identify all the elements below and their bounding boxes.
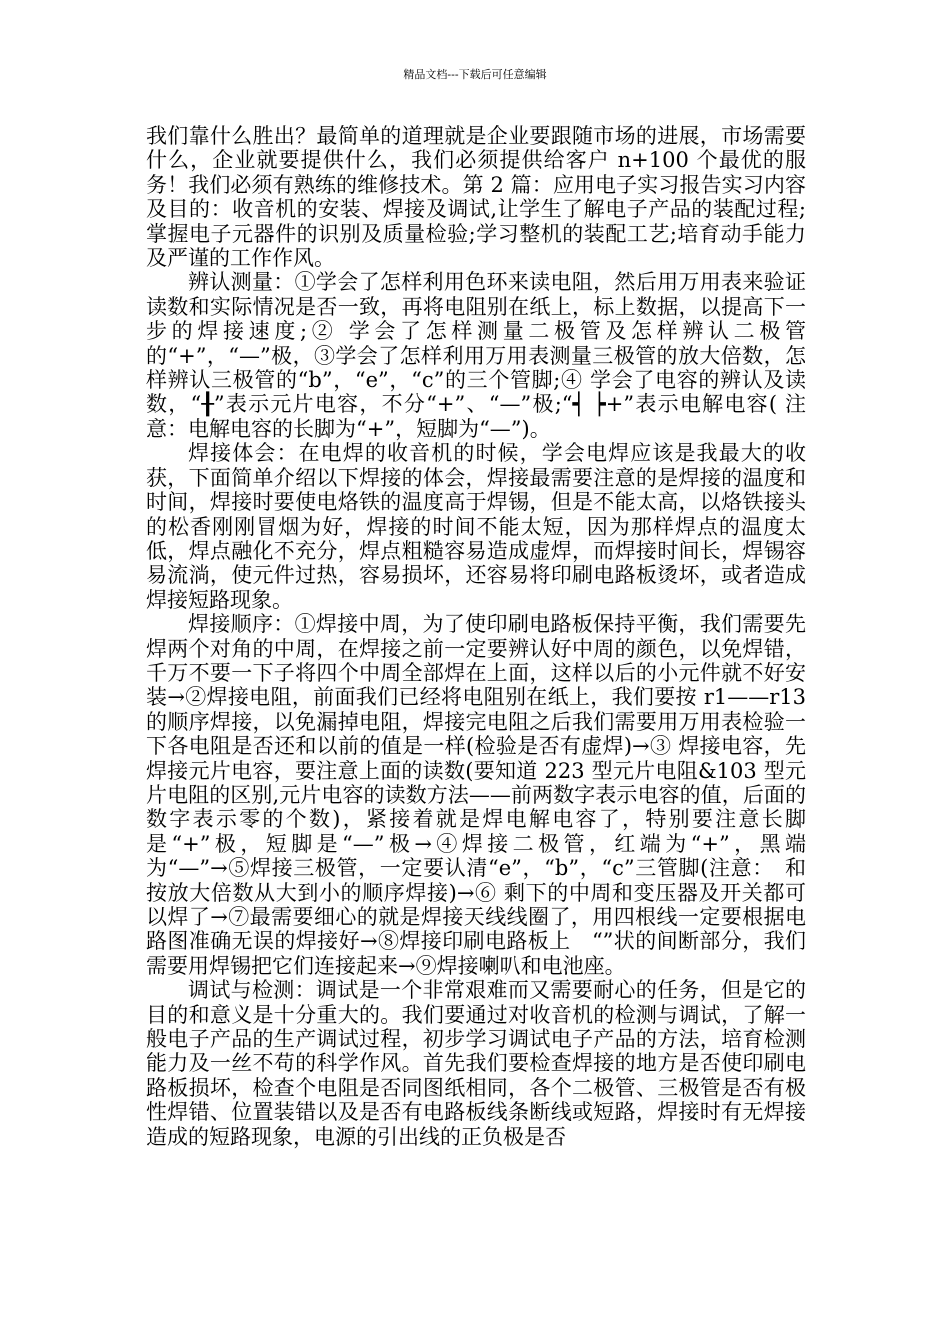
paragraph-identification-measurement: 辨认测量：①学会了怎样利用色环来读电阻，然后用万用表来验证读数和实际情况是否一致，再将电阻别在纸上，标上数据，以提高下一步的焊接速度;② 学会了怎样测量二极管及怎样辨认二极管的“+”，“—”极，③学会了怎样利用万用表测量三极管的放大倍数，怎样辨认三极管的“b”，“e”，“c”的三个管脚;④ 学会了电容的辨认及读数，“╂”表示元片电容，不分“+”、“—”极;“┥ ┝+”表示电解电容( 注意：电解电容的长脚为“+”，短脚为“—”)。 <box>146 270 806 441</box>
paragraph-soldering-order: 焊接顺序：①焊接中周，为了使印刷电路板保持平衡，我们需要先焊两个对角的中周，在焊接之前一定要辨认好中周的颜色，以免焊错，千万不要一下子将四个中周全部焊在上面，这样以后的小元件就不好安装→②焊接电阻，前面我们已经将电阻别在纸上，我们要按 r1——r13 的顺序焊接，以免漏掉电阻，焊接完电阻之后我们需要用万用表检验一下各电阻是否还和以前的值是一样(检验是否有虚焊)→③ 焊接电容，先焊接元片电容，要注意上面的读数(要知道 223 型元片电阻&103 型元片电阻的区别,元片电容的读数方法——前两数字表示电容的值，后面的数字表示零的个数)，紧接着就是焊电解电容了，特别要注意长脚是“+”极，短脚是“—”极→④焊接二极管，红端为“+”，黑端为“—”→⑤焊接三极管，一定要认清“e”，“b”，“c”三管脚(注意： 和 按放大倍数从大到小的顺序焊接)→⑥ 剩下的中周和变压器及开关都可以焊了→⑦最需要细心的就是焊接天线线圈了，用四根线一定要根据电路图准确无误的焊接好→⑧焊接印刷电路板上 “”状的间断部分，我们需要用焊锡把它们连接起来→⑨焊接喇叭和电池座。 <box>146 612 827 978</box>
paragraph-intro: 我们靠什么胜出？最简单的道理就是企业要跟随市场的进展，市场需要什么，企业就要提供什么，我们必须提供给客户 n+100 个最优的服务！我们必须有熟练的维修技术。第 2 篇：应用电子实习报告实习内容及目的：收音机的安装、焊接及调试,让学生了解电子产品的装配过程;掌握电子元器件的识别及质量检验;学习整机的装配工艺;培育动手能力及严谨的工作作风。 <box>146 124 806 271</box>
document-body <box>146 124 827 1149</box>
paragraph-debugging-testing: 调试与检测：调试是一个非常艰难而又需要耐心的任务，但是它的目的和意义是十分重大的。我们要通过对收音机的检测与调试，了解一般电子产品的生产调试过程，初步学习调试电子产品的方法，培育检测能力及一丝不苟的科学作风。首先我们要检查焊接的地方是否使印刷电路板损坏，检查个电阻是否同图纸相同，各个二极管、三极管是否有极性焊错、位置装错以及是否有电路板线条断线或短路，焊接时有无焊接造成的短路现象，电源的引出线的正负极是否 <box>146 978 806 1149</box>
page-header: 精品文档---下载后可任意编辑 <box>403 68 547 81</box>
paragraph-soldering-experience: 焊接体会：在电焊的收音机的时候，学会电焊应该是我最大的收获，下面简单介绍以下焊接的体会，焊接最需要注意的是焊接的温度和时间，焊接时要使电烙铁的温度高于焊锡，但是不能太高，以烙铁接头的松香刚刚冒烟为好，焊接的时间不能太短，因为那样焊点的温度太低，焊点融化不充分，焊点粗糙容易造成虚焊，而焊接时间长，焊锡容易流淌，使元件过热，容易损坏，还容易将印刷电路板烫坏，或者造成焊接短路现象。 <box>146 441 806 612</box>
